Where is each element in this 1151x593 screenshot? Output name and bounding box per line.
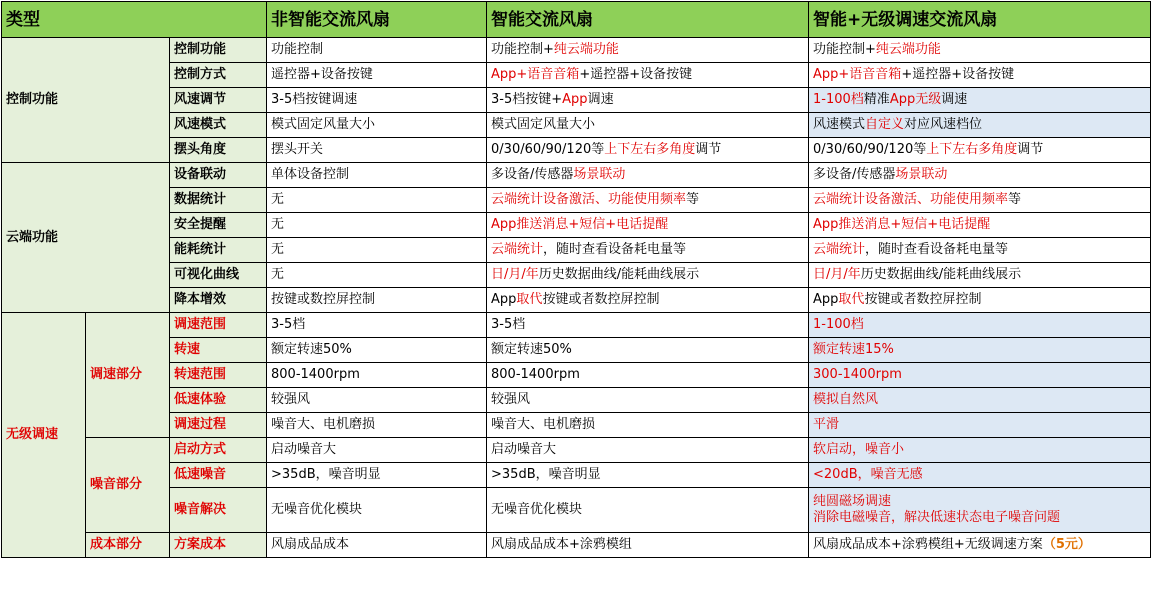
cell-text: 纯云端功能 xyxy=(875,42,941,57)
row-label: 降本增效 xyxy=(170,288,267,313)
cell-text: 300-1400rpm xyxy=(813,367,902,382)
cell-c3 xyxy=(809,88,1151,113)
cell-text: 取代 xyxy=(838,292,865,307)
cell-text: App xyxy=(813,292,839,307)
cell-c3 xyxy=(809,463,1151,488)
cell-text: 风扇成品成本+涂鸦模组 xyxy=(491,537,632,552)
cell-text: >35dB，噪音明显 xyxy=(271,467,381,482)
cell-c2 xyxy=(487,338,809,363)
table-row xyxy=(2,113,1151,138)
cell-text: >35dB，噪音明显 xyxy=(491,467,601,482)
cell-text: 无 xyxy=(271,267,285,282)
table-row xyxy=(2,163,1151,188)
cell-c1 xyxy=(267,338,487,363)
cell-c3 xyxy=(809,288,1151,313)
cell-text: 场景联动 xyxy=(573,167,626,182)
table-row xyxy=(2,463,1151,488)
row-label: 调速过程 xyxy=(170,413,267,438)
cell-text: 3-5档 xyxy=(271,317,306,332)
cell-text: App+语音音箱 xyxy=(491,67,580,82)
subgroup-noise: 噪音部分 xyxy=(86,438,170,533)
cell-text: App+语音音箱 xyxy=(813,67,902,82)
cell-c2 xyxy=(487,288,809,313)
subgroup-speed: 调速部分 xyxy=(86,313,170,438)
cell-c2 xyxy=(487,263,809,288)
cell-text: 3-5档按键+ xyxy=(491,92,563,107)
table-row xyxy=(2,438,1151,463)
cell-c3 xyxy=(809,413,1151,438)
cell-text: 风速模式 xyxy=(813,117,866,132)
cell-text: 调速 xyxy=(941,92,968,107)
cell-c2 xyxy=(487,113,809,138)
cell-c3 xyxy=(809,213,1151,238)
cell-c3 xyxy=(809,113,1151,138)
cell-text: 较强风 xyxy=(271,392,311,407)
cell-text: 对应风速档位 xyxy=(904,117,983,132)
cell-c3 xyxy=(809,313,1151,338)
cell-text: 调速 xyxy=(587,92,614,107)
cell-text: App xyxy=(491,292,517,307)
table-row xyxy=(2,263,1151,288)
cell-text: 上下左右多角度 xyxy=(926,142,1018,157)
cell-c2 xyxy=(487,138,809,163)
header-type: 类型 xyxy=(2,2,267,38)
header-smart-fan: 智能交流风扇 xyxy=(487,2,809,38)
cell-c3 xyxy=(809,238,1151,263)
cell-c2 xyxy=(487,413,809,438)
row-label: 数据统计 xyxy=(170,188,267,213)
cell-text: 历史数据曲线/能耗曲线展示 xyxy=(538,267,700,282)
cell-text: 模式固定风量大小 xyxy=(491,117,596,132)
subgroup-cost: 成本部分 xyxy=(86,533,170,558)
cell-c1 xyxy=(267,413,487,438)
cell-text: 云端统计 xyxy=(813,242,866,257)
cell-text: 功能控制+ xyxy=(491,42,554,57)
cell-text: 多设备/传感器 xyxy=(491,167,574,182)
cell-c3 xyxy=(809,163,1151,188)
cell-text: 软启动，噪音小 xyxy=(813,442,905,457)
cell-c1 xyxy=(267,388,487,413)
cell-text: 风扇成品成本 xyxy=(271,537,350,552)
cell-text: 0/30/60/90/120等 xyxy=(813,142,927,157)
cell-text: 自定义 xyxy=(865,117,905,132)
cell-text: 日/月/年 xyxy=(491,267,539,282)
table-row xyxy=(2,488,1151,533)
cell-text: 功能控制+ xyxy=(813,42,876,57)
cell-text: <20dB，噪音无感 xyxy=(813,467,923,482)
row-label: 噪音解决 xyxy=(170,488,267,533)
cell-c2 xyxy=(487,63,809,88)
cell-text: 3-5档 xyxy=(491,317,526,332)
cell-text: 额定转速50% xyxy=(271,342,352,357)
row-label: 控制功能 xyxy=(170,38,267,63)
cell-text: 800-1400rpm xyxy=(271,367,360,382)
cell-c1 xyxy=(267,188,487,213)
cell-text: 额定转速15% xyxy=(813,342,894,357)
group-stepless: 无级调速 xyxy=(2,313,86,558)
table-row xyxy=(2,388,1151,413)
cell-text: 较强风 xyxy=(491,392,531,407)
cell-text: 启动噪音大 xyxy=(491,442,557,457)
table-row xyxy=(2,363,1151,388)
table-row xyxy=(2,338,1151,363)
cell-text: 单体设备控制 xyxy=(271,167,350,182)
header-non-smart-fan: 非智能交流风扇 xyxy=(267,2,487,38)
cell-c2 xyxy=(487,213,809,238)
cell-text: App推送消息+短信+电话提醒 xyxy=(491,217,669,232)
table-row xyxy=(2,213,1151,238)
row-label: 摆头角度 xyxy=(170,138,267,163)
cell-text: 调节 xyxy=(695,142,722,157)
cell-text: 模式固定风量大小 xyxy=(271,117,376,132)
cell-c1 xyxy=(267,213,487,238)
row-label: 设备联动 xyxy=(170,163,267,188)
cell-c2 xyxy=(487,163,809,188)
cell-text: +遥控器+设备按键 xyxy=(901,67,1015,82)
cell-c3 xyxy=(809,188,1151,213)
row-label: 能耗统计 xyxy=(170,238,267,263)
cell-text: 纯云端功能 xyxy=(553,42,619,57)
cell-text: 无 xyxy=(271,217,285,232)
cell-c3 xyxy=(809,138,1151,163)
cell-text: 纯圆磁场调速 xyxy=(813,494,892,509)
cell-c2 xyxy=(487,238,809,263)
comparison-table xyxy=(1,1,1151,558)
cell-text: App xyxy=(562,92,588,107)
cell-text: ，随时查看设备耗电量等 xyxy=(543,242,687,257)
cell-c1 xyxy=(267,288,487,313)
cell-text: 功能控制 xyxy=(271,42,324,57)
cell-text: 800-1400rpm xyxy=(491,367,580,382)
cell-c1 xyxy=(267,138,487,163)
cell-c2 xyxy=(487,463,809,488)
cell-c1 xyxy=(267,263,487,288)
cell-text: 多设备/传感器 xyxy=(813,167,896,182)
cell-text: 噪音大、电机磨损 xyxy=(491,417,596,432)
cell-c1 xyxy=(267,63,487,88)
row-label: 转速范围 xyxy=(170,363,267,388)
cell-c1 xyxy=(267,488,487,533)
cell-text: 遥控器+设备按键 xyxy=(271,67,373,82)
cell-text: 风扇成品成本+涂鸦模组+无级调速方案 xyxy=(813,537,1043,552)
cell-text: 等 xyxy=(686,192,700,207)
cell-c2 xyxy=(487,438,809,463)
row-label: 启动方式 xyxy=(170,438,267,463)
cell-text: 精准 xyxy=(863,92,890,107)
cell-text: 按键或者数控屏控制 xyxy=(542,292,660,307)
row-label: 安全提醒 xyxy=(170,213,267,238)
cell-text: 消除电磁噪音，解决低速状态电子噪音问题 xyxy=(813,510,1061,525)
cell-text: 无 xyxy=(271,192,285,207)
cell-text: 场景联动 xyxy=(895,167,948,182)
cell-c3 xyxy=(809,388,1151,413)
cell-c1 xyxy=(267,38,487,63)
cell-c2 xyxy=(487,38,809,63)
cell-c3 xyxy=(809,338,1151,363)
cell-c1 xyxy=(267,438,487,463)
cell-text: 1-100档 xyxy=(813,317,864,332)
row-label: 调速范围 xyxy=(170,313,267,338)
cell-c2 xyxy=(487,88,809,113)
cell-text: 无噪音优化模块 xyxy=(271,502,363,517)
cell-text: 按键或者数控屏控制 xyxy=(864,292,982,307)
cell-text: 云端统计 xyxy=(491,242,544,257)
table-row xyxy=(2,533,1151,558)
cell-c2 xyxy=(487,313,809,338)
cell-text: 上下左右多角度 xyxy=(604,142,696,157)
header-smart-stepless-fan: 智能+无级调速交流风扇 xyxy=(809,2,1151,38)
cell-text: 无 xyxy=(271,242,285,257)
cell-c1 xyxy=(267,533,487,558)
row-label: 低速体验 xyxy=(170,388,267,413)
row-label: 低速噪音 xyxy=(170,463,267,488)
cell-text: 额定转速50% xyxy=(491,342,572,357)
row-label: 方案成本 xyxy=(170,533,267,558)
table-row xyxy=(2,38,1151,63)
table-row xyxy=(2,188,1151,213)
cell-text: 调节 xyxy=(1017,142,1044,157)
row-label: 控制方式 xyxy=(170,63,267,88)
cell-text: 噪音大、电机磨损 xyxy=(271,417,376,432)
cell-text: 0/30/60/90/120等 xyxy=(491,142,605,157)
table-row xyxy=(2,313,1151,338)
cell-text: 历史数据曲线/能耗曲线展示 xyxy=(860,267,1022,282)
cell-c3 xyxy=(809,263,1151,288)
cell-text: 平滑 xyxy=(813,417,840,432)
cell-c3 xyxy=(809,363,1151,388)
cell-c1 xyxy=(267,463,487,488)
cell-text: 无噪音优化模块 xyxy=(491,502,583,517)
table-row xyxy=(2,288,1151,313)
cell-c1 xyxy=(267,363,487,388)
cell-c2 xyxy=(487,388,809,413)
cell-text: （5元） xyxy=(1042,537,1091,552)
cell-text: 取代 xyxy=(516,292,543,307)
group-cloud: 云端功能 xyxy=(2,163,170,313)
cell-c3 xyxy=(809,533,1151,558)
cell-c1 xyxy=(267,238,487,263)
cell-text: 摆头开关 xyxy=(271,142,324,157)
cell-text: App推送消息+短信+电话提醒 xyxy=(813,217,991,232)
cell-c3 xyxy=(809,38,1151,63)
cell-text: 云端统计设备激活、功能使用频率 xyxy=(813,192,1009,207)
cell-c3 xyxy=(809,63,1151,88)
cell-text: 云端统计设备激活、功能使用频率 xyxy=(491,192,687,207)
cell-text: 3-5档按键调速 xyxy=(271,92,358,107)
row-label: 可视化曲线 xyxy=(170,263,267,288)
cell-c1 xyxy=(267,313,487,338)
table-row xyxy=(2,413,1151,438)
cell-text: ，随时查看设备耗电量等 xyxy=(865,242,1009,257)
table-row xyxy=(2,63,1151,88)
cell-text: App无级 xyxy=(889,92,942,107)
cell-c3 xyxy=(809,438,1151,463)
cell-text: 启动噪音大 xyxy=(271,442,337,457)
cell-text: +遥控器+设备按键 xyxy=(579,67,693,82)
cell-c2 xyxy=(487,188,809,213)
table-row xyxy=(2,238,1151,263)
cell-c1 xyxy=(267,88,487,113)
row-label: 转速 xyxy=(170,338,267,363)
cell-c1 xyxy=(267,113,487,138)
cell-c3 xyxy=(809,488,1151,533)
cell-c2 xyxy=(487,488,809,533)
cell-text: 等 xyxy=(1008,192,1022,207)
cell-c2 xyxy=(487,363,809,388)
cell-text: 模拟自然风 xyxy=(813,392,879,407)
group-control: 控制功能 xyxy=(2,38,170,163)
table-row xyxy=(2,138,1151,163)
row-label: 风速模式 xyxy=(170,113,267,138)
cell-text: 1-100档 xyxy=(813,92,864,107)
cell-c1 xyxy=(267,163,487,188)
cell-c2 xyxy=(487,533,809,558)
cell-text: 日/月/年 xyxy=(813,267,861,282)
table-row xyxy=(2,88,1151,113)
header-row xyxy=(2,2,1151,38)
row-label: 风速调节 xyxy=(170,88,267,113)
cell-text: 按键或数控屏控制 xyxy=(271,292,376,307)
